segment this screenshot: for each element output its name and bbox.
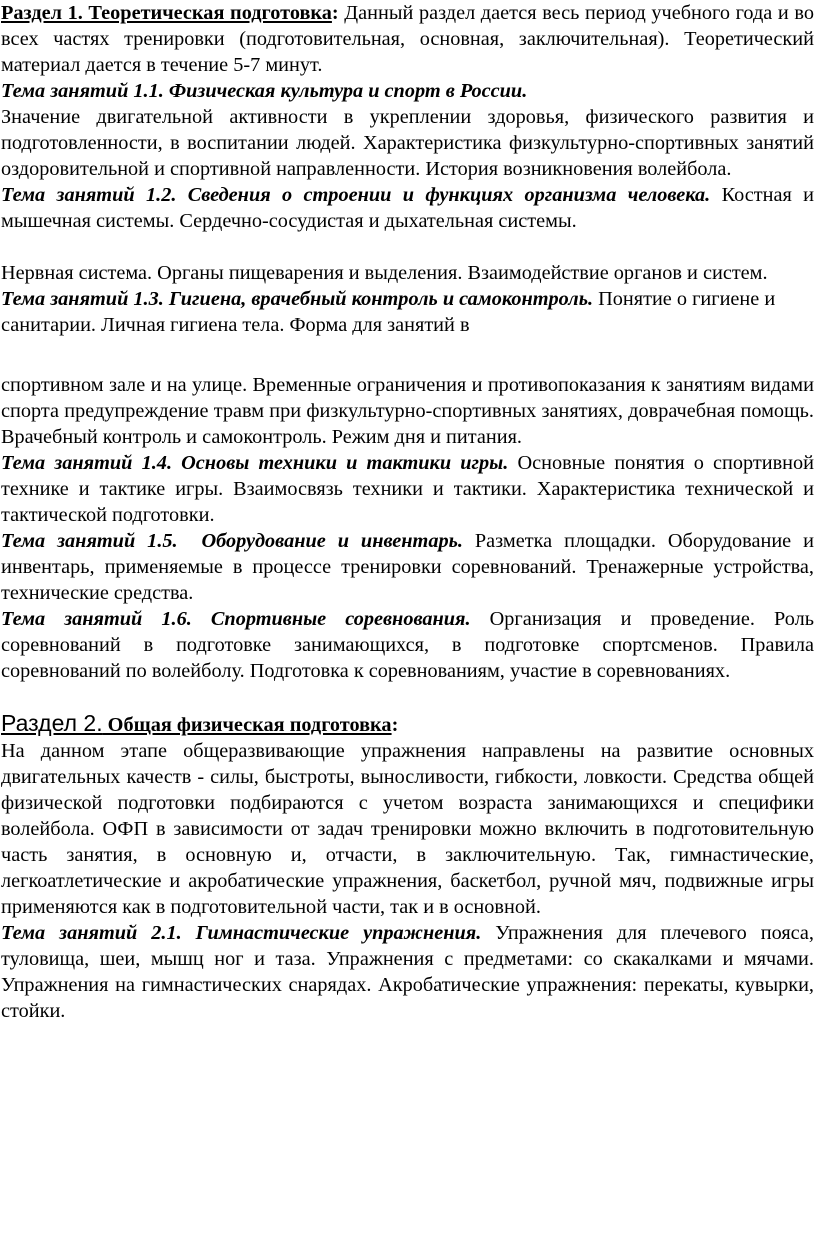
topic-1-5-text: Разметка площадки. Оборудование и инвентарь, применяемые в процессе тренировки соревнований. Тренажерные устройства, технические средства. xyxy=(1,530,814,604)
blank-line xyxy=(1,338,814,364)
topic-1-2-paragraph xyxy=(1,182,814,234)
topic-2-1-heading: Тема занятий 2.1. Гимнастические упражнения. xyxy=(1,922,482,944)
topic-1-5-paragraph xyxy=(1,528,814,606)
topic-1-3-paragraph xyxy=(1,286,814,338)
topic-1-1-title xyxy=(1,78,814,104)
topic-1-6-heading: Тема занятий 1.6. Спортивные соревнования. xyxy=(1,608,471,630)
section-2-text: На данном этапе общеразвивающие упражнения направлены на развитие основных двигательных качеств - силы, быстроты, выносливости, гибкости, ловкости. Средства общей физической подготовки подбираются с учетом возраста занимающихся и специфики волейбола. ОФП в зависимости от задач тренировки можно включить в подготовительную часть занятия, в основную и, отчасти, в заключительную. Так, гимнастические, легкоатлетические и акробатические упражнения, баскетбол, ручной мяч, подвижные игры применяются как в подготовительной части, так и в основной. xyxy=(1,740,814,918)
topic-1-1-heading: Тема занятий 1.1. Физическая культура и спорт в России. xyxy=(1,80,528,102)
topic-1-6-paragraph xyxy=(1,606,814,684)
section-2-heading-line xyxy=(1,710,814,738)
section-2-paragraph xyxy=(1,738,814,920)
topic-1-3-paragraph-2 xyxy=(1,372,814,450)
topic-1-3-text-2: спортивном зале и на улице. Временные ограничения и противопоказания к занятиям видами спорта предупреждение травм при физкультурно-спортивных занятиях, доврачебная помощь. Врачебный контроль и самоконтроль. Режим дня и питания. xyxy=(1,374,814,448)
topic-1-2-text-1: Костная и мышечная системы. Сердечно-сосудистая и дыхательная системы. xyxy=(1,184,814,232)
section-2-colon: : xyxy=(391,714,399,736)
topic-1-5-heading: Тема занятий 1.5. Оборудование и инвентарь. xyxy=(1,530,463,552)
topic-1-4-paragraph xyxy=(1,450,814,528)
topic-1-3-heading: Тема занятий 1.3. Гигиена, врачебный контроль и самоконтроль. xyxy=(1,288,594,310)
topic-1-1-text: Значение двигательной активности в укреплении здоровья, физического развития и подготовленности, в воспитании людей. Характеристика физкультурно-спортивных занятий оздоровительной и спортивной направленности. История возникновения волейбола. xyxy=(1,106,814,180)
section-1-heading: Раздел 1. Теоретическая подготовка xyxy=(1,2,332,24)
section-1-paragraph xyxy=(1,0,814,78)
topic-1-2-text-2: Нервная система. Органы пищеварения и выделения. Взаимодействие органов и систем. xyxy=(1,262,768,284)
topic-1-4-text: Основные понятия о спортивной технике и тактике игры. Взаимосвязь техники и тактики. Характеристика технической и тактической подготовки. xyxy=(1,452,814,526)
topic-1-3-text-1: Понятие о гигиене и санитарии. Личная гигиена тела. Форма для занятий в xyxy=(1,288,776,336)
topic-2-1-paragraph xyxy=(1,920,814,1024)
topic-2-1-text: Упражнения для плечевого пояса, туловища, шеи, мышц ног и таза. Упражнения с предметами: со скакалками и мячами. Упражнения на гимнастических снарядах. Акробатические упражнения: перекаты, кувырки, стойки. xyxy=(1,922,814,1022)
topic-1-6-text: Организация и проведение. Роль соревнований в подготовке занимающихся, в подготовке спортсменов. Правила соревнований по волейболу. Подготовка к соревнованиям, участие в соревнованиях. xyxy=(1,608,814,682)
topic-1-1-paragraph xyxy=(1,104,814,182)
blank-line xyxy=(1,234,814,260)
topic-1-2-heading: Тема занятий 1.2. Сведения о строении и функциях организма человека. xyxy=(1,184,711,206)
section-2-prefix: Раздел 2. xyxy=(1,710,103,736)
topic-1-2-paragraph-2 xyxy=(1,260,814,286)
section-1-colon: : xyxy=(331,2,339,24)
section-1-text: Данный раздел дается весь период учебного года и во всех частях тренировки (подготовительная, основная, заключительная). Теоретический материал дается в течение 5-7 минут. xyxy=(1,2,814,76)
topic-1-4-heading: Тема занятий 1.4. Основы техники и тактики игры. xyxy=(1,452,509,474)
section-2-title: Общая физическая подготовка xyxy=(102,714,392,736)
blank-line xyxy=(1,684,814,710)
